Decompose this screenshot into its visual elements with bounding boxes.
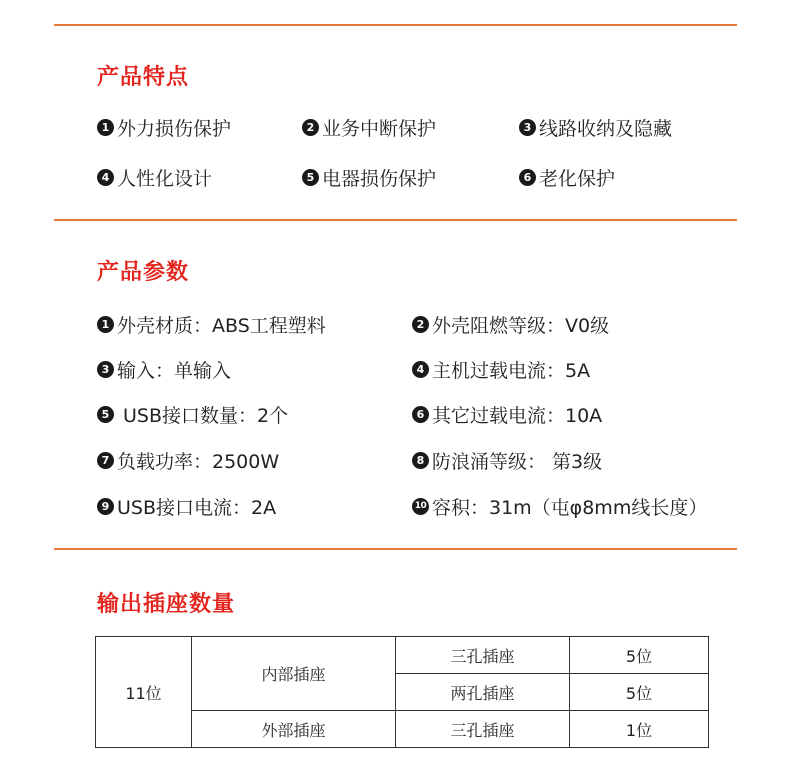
total-cell: 11位 — [96, 637, 192, 748]
param-item — [97, 311, 326, 337]
feature-item — [302, 114, 436, 140]
number-badge: 1 — [97, 119, 114, 136]
number-badge: 3 — [519, 119, 536, 136]
number-badge: 1 — [97, 316, 114, 333]
features-title: 产品特点 — [97, 65, 190, 90]
number-badge: 9 — [97, 498, 114, 515]
number-badge: 4 — [412, 361, 429, 378]
param-item — [412, 493, 707, 519]
number-badge: 6 — [412, 406, 429, 423]
number-badge: 5 — [97, 406, 114, 423]
feature-label: 人性化设计 — [117, 167, 213, 190]
param-label: 输入：单输入 — [117, 359, 232, 382]
table-row — [96, 637, 709, 674]
param-item — [97, 356, 231, 382]
type-cell: 三孔插座 — [396, 637, 570, 674]
feature-item — [519, 114, 672, 140]
number-badge: 5 — [302, 169, 319, 186]
param-label: USB接口数量：2个 — [123, 404, 289, 427]
count-cell: 5位 — [570, 674, 709, 711]
number-badge: 6 — [519, 169, 536, 186]
param-item — [97, 447, 279, 473]
section-divider — [54, 219, 737, 221]
external-cell: 外部插座 — [192, 711, 396, 748]
top-divider — [54, 24, 737, 26]
feature-label: 电器损伤保护 — [322, 167, 437, 190]
params-title: 产品参数 — [97, 260, 190, 285]
param-item — [97, 401, 288, 427]
section-divider — [54, 548, 737, 550]
number-badge: 3 — [97, 361, 114, 378]
internal-cell: 内部插座 — [192, 637, 396, 711]
param-item — [412, 401, 602, 427]
count-cell: 5位 — [570, 637, 709, 674]
number-badge: 8 — [412, 452, 429, 469]
feature-item — [519, 164, 615, 190]
feature-label: 老化保护 — [539, 167, 616, 190]
feature-label: 外力损伤保护 — [117, 117, 232, 140]
param-label: 容积：31m（屯φ8mm线长度） — [432, 496, 708, 519]
feature-label: 线路收纳及隐藏 — [539, 117, 673, 140]
param-label: 外壳材质：ABS工程塑料 — [117, 314, 326, 337]
param-item — [412, 447, 602, 473]
number-badge: 10 — [412, 498, 429, 515]
number-badge: 2 — [412, 316, 429, 333]
type-cell: 两孔插座 — [396, 674, 570, 711]
feature-item — [97, 164, 212, 190]
param-label: 防浪涌等级： 第3级 — [432, 450, 603, 473]
feature-item — [302, 164, 436, 190]
outlet-table — [95, 636, 709, 748]
feature-item — [97, 114, 231, 140]
param-label: 主机过载电流：5A — [432, 359, 591, 382]
param-item — [97, 493, 276, 519]
param-item — [412, 356, 590, 382]
param-label: USB接口电流：2A — [117, 496, 277, 519]
number-badge: 2 — [302, 119, 319, 136]
outlets-title: 输出插座数量 — [97, 592, 236, 617]
number-badge: 7 — [97, 452, 114, 469]
param-label: 负载功率：2500W — [117, 450, 280, 473]
param-label: 外壳阻燃等级：V0级 — [432, 314, 610, 337]
type-cell: 三孔插座 — [396, 711, 570, 748]
count-cell: 1位 — [570, 711, 709, 748]
feature-label: 业务中断保护 — [322, 117, 437, 140]
param-label: 其它过载电流：10A — [432, 404, 603, 427]
param-item — [412, 311, 609, 337]
number-badge: 4 — [97, 169, 114, 186]
